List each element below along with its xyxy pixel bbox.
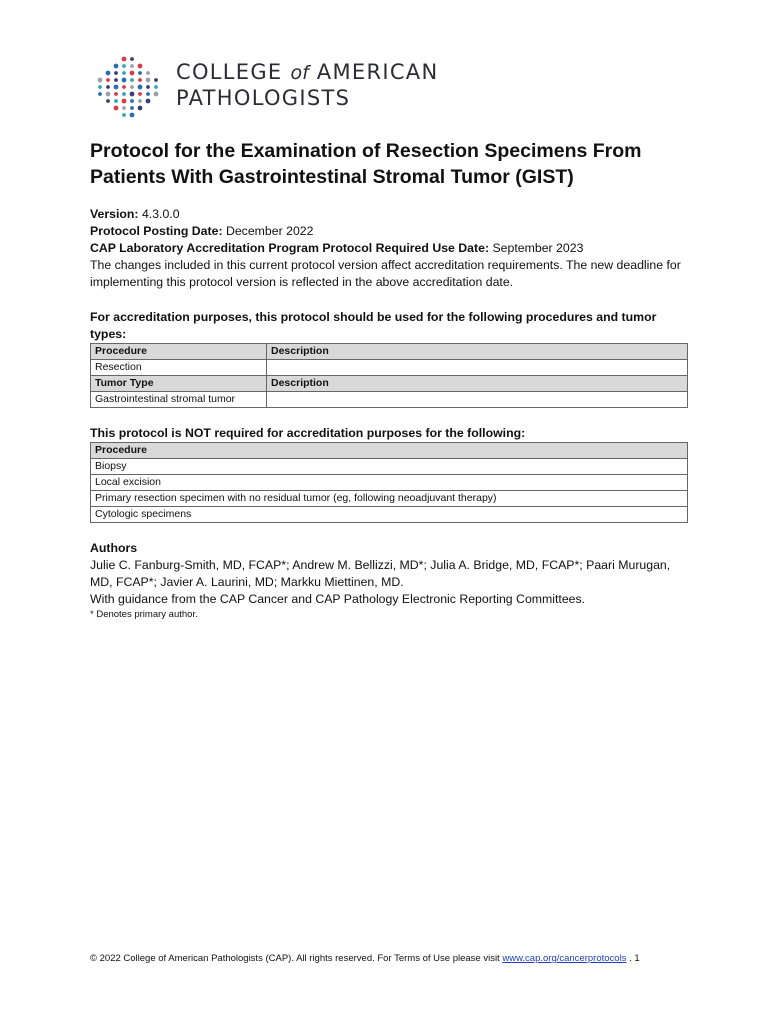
logo-dot bbox=[138, 92, 142, 96]
logo-dot bbox=[122, 71, 126, 75]
logo-dot bbox=[154, 85, 158, 89]
logo-dot bbox=[130, 71, 135, 76]
version-line: Version: 4.3.0.0 bbox=[90, 207, 180, 221]
logo-dot bbox=[106, 99, 110, 103]
logo-dot bbox=[154, 78, 158, 82]
logo-dot bbox=[146, 78, 151, 83]
logo-dot bbox=[122, 113, 126, 117]
table-cell: Local excision bbox=[91, 475, 688, 491]
not-required-heading: This protocol is NOT required for accreditation purposes for the following: bbox=[90, 426, 526, 440]
accreditation-table bbox=[90, 343, 688, 408]
logo-dot bbox=[130, 99, 134, 103]
table-row bbox=[91, 392, 688, 408]
accreditation-note: The changes included in this current protocol version affect accreditation requirements. The new deadline for implementing this protocol version is reflected in the above accreditation date. bbox=[90, 258, 681, 289]
logo-dot bbox=[114, 99, 118, 103]
not-required-section bbox=[90, 425, 690, 523]
col-tumor-type: Tumor Type bbox=[91, 376, 267, 392]
logo-dot bbox=[146, 71, 150, 75]
logo-dot bbox=[122, 85, 126, 89]
cap-logo-icon bbox=[96, 56, 160, 118]
col-procedure: Procedure bbox=[91, 344, 267, 360]
authors-heading: Authors bbox=[90, 541, 138, 555]
table-row bbox=[91, 459, 688, 475]
col-description: Description bbox=[267, 376, 688, 392]
tumor-type-cell: Gastrointestinal stromal tumor bbox=[91, 392, 267, 408]
authors-names: Julie C. Fanburg-Smith, MD, FCAP*; Andrew M. Bellizzi, MD*; Julia A. Bridge, MD, FCAP*; Paari Murugan, MD, FCAP*; Javier A. Laurini, MD; Markku Miettinen, MD. bbox=[90, 558, 671, 589]
table-row bbox=[91, 475, 688, 491]
logo-dot bbox=[106, 85, 110, 89]
authors-guidance: With guidance from the CAP Cancer and CAP Pathology Electronic Reporting Committees. bbox=[90, 592, 586, 606]
page-title: Protocol for the Examination of Resection Specimens From Patients With Gastrointestinal Stromal Tumor (GIST) bbox=[90, 140, 642, 188]
col-procedure: Procedure bbox=[91, 443, 688, 459]
logo-dot bbox=[146, 99, 151, 104]
logo-dot bbox=[122, 92, 126, 96]
authors-footnote: * Denotes primary author. bbox=[90, 609, 198, 620]
logo-dot bbox=[138, 106, 143, 111]
logo-dot bbox=[98, 92, 102, 96]
tumor-description-cell bbox=[267, 392, 688, 408]
logo-dot bbox=[106, 92, 111, 97]
logo-dot bbox=[114, 64, 119, 69]
logo-dot bbox=[130, 57, 134, 61]
logo-dot bbox=[130, 106, 134, 110]
posting-date-line: Protocol Posting Date: December 2022 bbox=[90, 224, 314, 238]
col-description: Description bbox=[267, 344, 688, 360]
table-cell: Primary resection specimen with no residual tumor (eg, following neoadjuvant therapy) bbox=[91, 491, 688, 507]
logo-dot bbox=[106, 71, 111, 76]
accreditation-heading: For accreditation purposes, this protocol should be used for the following procedures and tumor types: bbox=[90, 310, 657, 341]
table-row bbox=[91, 491, 688, 507]
logo-dot bbox=[146, 92, 150, 96]
logo-dot bbox=[98, 78, 103, 83]
wordmark-line-1: COLLEGE of AMERICAN bbox=[176, 60, 439, 84]
table-row bbox=[91, 507, 688, 523]
table-row bbox=[91, 360, 688, 376]
table-header-row bbox=[91, 376, 688, 392]
accreditation-section bbox=[90, 309, 690, 408]
logo-dot bbox=[122, 78, 127, 83]
logo-dot bbox=[114, 92, 118, 96]
logo-dot bbox=[130, 85, 134, 89]
required-date-line: CAP Laboratory Accreditation Program Protocol Required Use Date: September 2023 bbox=[90, 241, 584, 255]
procedure-description-cell bbox=[267, 360, 688, 376]
wordmark-line-2: PATHOLOGISTS bbox=[176, 86, 351, 110]
table-cell: Biopsy bbox=[91, 459, 688, 475]
footer-copyright: © 2022 College of American Pathologists (CAP). All rights reserved. For Terms of Use please visit bbox=[90, 953, 503, 964]
cap-wordmark bbox=[176, 60, 438, 111]
footer-link[interactable]: www.cap.org/cancerprotocols bbox=[502, 953, 627, 964]
page-footer bbox=[90, 953, 690, 965]
logo-dot bbox=[122, 99, 127, 104]
authors-section bbox=[90, 540, 690, 622]
logo-dot bbox=[130, 92, 135, 97]
page-number: . 1 bbox=[626, 953, 640, 964]
logo-dot bbox=[98, 85, 102, 89]
logo-dot bbox=[122, 57, 127, 62]
procedure-cell: Resection bbox=[91, 360, 267, 376]
logo-dot bbox=[114, 106, 119, 111]
logo-dot bbox=[138, 85, 143, 90]
logo-dot bbox=[138, 99, 142, 103]
logo-dot bbox=[146, 85, 150, 89]
logo-dot bbox=[122, 106, 126, 110]
logo-dot bbox=[130, 113, 135, 118]
logo-dot bbox=[122, 64, 126, 68]
protocol-meta bbox=[90, 206, 690, 291]
not-required-table bbox=[90, 442, 688, 523]
logo-dot bbox=[130, 64, 134, 68]
logo-dot bbox=[106, 78, 110, 82]
logo-dot bbox=[138, 64, 143, 69]
table-cell: Cytologic specimens bbox=[91, 507, 688, 523]
table-header-row bbox=[91, 443, 688, 459]
table-header-row bbox=[91, 344, 688, 360]
logo-dot bbox=[114, 71, 118, 75]
logo-dot bbox=[138, 71, 142, 75]
logo-dot bbox=[154, 92, 159, 97]
logo-dot bbox=[114, 78, 118, 82]
logo-dot bbox=[130, 78, 134, 82]
logo-dot bbox=[114, 85, 119, 90]
logo-dot bbox=[138, 78, 142, 82]
